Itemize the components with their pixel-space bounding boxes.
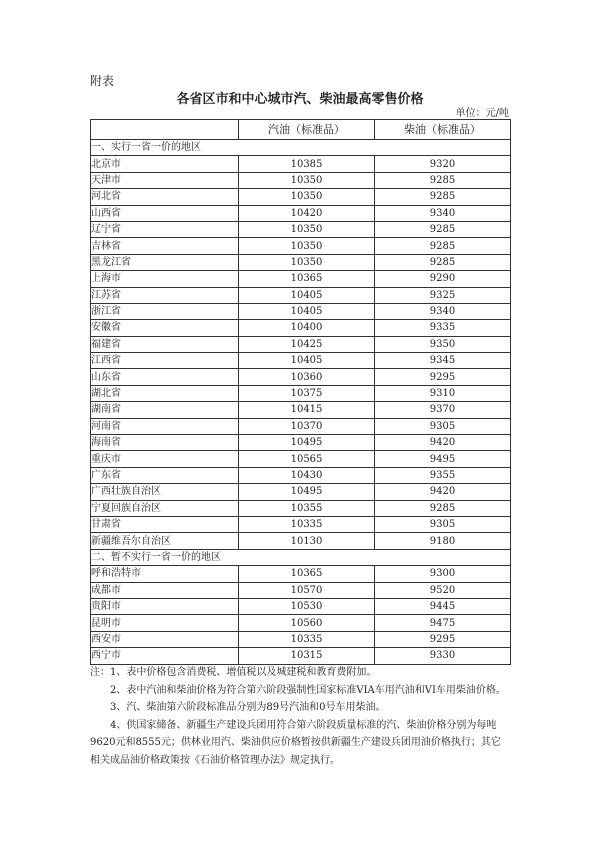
- region-cell: 湖南省: [91, 402, 239, 418]
- diesel-price-cell: 9445: [375, 598, 511, 614]
- diesel-price-cell: 9295: [375, 631, 511, 647]
- region-cell: 吉林省: [91, 238, 239, 254]
- region-cell: 山西省: [91, 205, 239, 221]
- diesel-price-cell: 9290: [375, 271, 511, 287]
- gasoline-price-cell: 10360: [239, 369, 375, 385]
- diesel-price-cell: 9305: [375, 418, 511, 434]
- gasoline-price-cell: 10570: [239, 582, 375, 598]
- region-cell: 宁夏回族自治区: [91, 500, 239, 516]
- gasoline-price-cell: 10405: [239, 287, 375, 303]
- note-3: 3、汽、柴油第六阶段标准品分别为89号汽油和0号车用柴油。: [110, 702, 386, 713]
- gasoline-price-cell: 10495: [239, 435, 375, 451]
- gasoline-price-cell: 10350: [239, 254, 375, 270]
- table-row: [91, 615, 511, 631]
- table-row: [91, 402, 511, 418]
- gasoline-price-cell: 10365: [239, 271, 375, 287]
- diesel-price-cell: 9305: [375, 516, 511, 532]
- table-row: [91, 369, 511, 385]
- diesel-price-cell: 9330: [375, 648, 511, 664]
- unit-label: 单位：元/吨: [455, 108, 509, 119]
- region-cell: 广西壮族自治区: [91, 484, 239, 500]
- diesel-price-cell: 9420: [375, 435, 511, 451]
- gasoline-price-cell: 10405: [239, 303, 375, 319]
- diesel-price-cell: 9300: [375, 566, 511, 582]
- region-cell: 西安市: [91, 631, 239, 647]
- region-cell: 浙江省: [91, 303, 239, 319]
- diesel-price-cell: 9420: [375, 484, 511, 500]
- diesel-price-cell: 9345: [375, 353, 511, 369]
- table-row: [91, 320, 511, 336]
- region-cell: 河北省: [91, 189, 239, 205]
- table-row: [91, 598, 511, 614]
- diesel-price-cell: 9350: [375, 336, 511, 352]
- table-row: [91, 271, 511, 287]
- region-cell: 黑龙江省: [91, 254, 239, 270]
- table-row: [91, 451, 511, 467]
- gasoline-price-cell: 10415: [239, 402, 375, 418]
- gasoline-price-cell: 10315: [239, 648, 375, 664]
- table-header-row: [91, 120, 511, 140]
- table-row: [91, 631, 511, 647]
- section-label: 一、实行一省一价的地区: [91, 140, 511, 156]
- diesel-price-cell: 9370: [375, 402, 511, 418]
- region-cell: 北京市: [91, 156, 239, 172]
- diesel-price-cell: 9285: [375, 254, 511, 270]
- table-row: [91, 648, 511, 664]
- region-cell: 天津市: [91, 172, 239, 188]
- gasoline-price-cell: 10560: [239, 615, 375, 631]
- gasoline-price-cell: 10335: [239, 631, 375, 647]
- region-cell: 上海市: [91, 271, 239, 287]
- diesel-price-cell: 9285: [375, 172, 511, 188]
- diesel-price-cell: 9340: [375, 205, 511, 221]
- table-row: [91, 303, 511, 319]
- diesel-price-cell: 9335: [375, 320, 511, 336]
- gasoline-price-cell: 10130: [239, 533, 375, 549]
- price-table: [90, 119, 511, 665]
- region-cell: 江西省: [91, 353, 239, 369]
- annex-label: 附表: [90, 74, 115, 88]
- gasoline-price-cell: 10355: [239, 500, 375, 516]
- page-title: 各省区市和中心城市汽、柴油最高零售价格: [176, 92, 424, 107]
- diesel-price-cell: 9180: [375, 533, 511, 549]
- table-row: [91, 500, 511, 516]
- region-cell: 江苏省: [91, 287, 239, 303]
- table-row: [91, 533, 511, 549]
- note-2: 2、表中汽油和柴油价格为符合第六阶段强制性国家标准VIA车用汽油和VI车用柴油价格。: [110, 684, 506, 696]
- table-row: [91, 467, 511, 483]
- region-cell: 辽宁省: [91, 221, 239, 237]
- gasoline-price-cell: 10430: [239, 467, 375, 483]
- gasoline-price-cell: 10350: [239, 238, 375, 254]
- region-cell: 河南省: [91, 418, 239, 434]
- note-4: 4、供国家储备、新疆生产建设兵团用符合第六阶段质量标准的汽、柴油价格分别为每吨9620元和8555元；供林业用汽、柴油供应价格暂按供新疆生产建设兵团用油价格执行；其它相关成品油价格政策按《石油价格管理办法》规定执行。: [90, 719, 501, 766]
- table-row: [91, 566, 511, 582]
- diesel-price-cell: 9310: [375, 385, 511, 401]
- region-cell: 甘肃省: [91, 516, 239, 532]
- diesel-price-cell: 9285: [375, 238, 511, 254]
- table-row: [91, 418, 511, 434]
- gasoline-price-cell: 10335: [239, 516, 375, 532]
- region-cell: 西宁市: [91, 648, 239, 664]
- region-cell: 昆明市: [91, 615, 239, 631]
- diesel-price-cell: 9295: [375, 369, 511, 385]
- gasoline-price-cell: 10385: [239, 156, 375, 172]
- gasoline-price-cell: 10565: [239, 451, 375, 467]
- gasoline-price-cell: 10365: [239, 566, 375, 582]
- table-row: [91, 238, 511, 254]
- region-cell: 重庆市: [91, 451, 239, 467]
- table-row: [91, 484, 511, 500]
- gasoline-price-cell: 10375: [239, 385, 375, 401]
- table-row: [91, 516, 511, 532]
- diesel-price-cell: 9285: [375, 189, 511, 205]
- table-row: [91, 435, 511, 451]
- table-row: [91, 156, 511, 172]
- region-cell: 成都市: [91, 582, 239, 598]
- note-1: 注：1、表中价格包含消费税、增值税以及城建税和教育费附加。: [90, 667, 377, 678]
- table-row: [91, 172, 511, 188]
- diesel-price-cell: 9285: [375, 221, 511, 237]
- region-cell: 呼和浩特市: [91, 566, 239, 582]
- header-gasoline: 汽油（标准品）: [239, 120, 375, 140]
- table-row: [91, 336, 511, 352]
- diesel-price-cell: 9355: [375, 467, 511, 483]
- table-row: [91, 582, 511, 598]
- gasoline-price-cell: 10495: [239, 484, 375, 500]
- region-cell: 海南省: [91, 435, 239, 451]
- section-row: [91, 549, 511, 565]
- section-row: [91, 140, 511, 156]
- gasoline-price-cell: 10350: [239, 172, 375, 188]
- table-row: [91, 221, 511, 237]
- gasoline-price-cell: 10530: [239, 598, 375, 614]
- gasoline-price-cell: 10425: [239, 336, 375, 352]
- diesel-price-cell: 9475: [375, 615, 511, 631]
- table-body: [91, 140, 511, 665]
- region-cell: 广东省: [91, 467, 239, 483]
- table-row: [91, 189, 511, 205]
- table-row: [91, 287, 511, 303]
- diesel-price-cell: 9285: [375, 500, 511, 516]
- diesel-price-cell: 9340: [375, 303, 511, 319]
- table-row: [91, 353, 511, 369]
- diesel-price-cell: 9320: [375, 156, 511, 172]
- table-row: [91, 254, 511, 270]
- diesel-price-cell: 9520: [375, 582, 511, 598]
- gasoline-price-cell: 10350: [239, 221, 375, 237]
- notes: [90, 664, 510, 769]
- gasoline-price-cell: 10400: [239, 320, 375, 336]
- gasoline-price-cell: 10420: [239, 205, 375, 221]
- region-cell: 贵阳市: [91, 598, 239, 614]
- region-cell: 湖北省: [91, 385, 239, 401]
- gasoline-price-cell: 10350: [239, 189, 375, 205]
- gasoline-price-cell: 10370: [239, 418, 375, 434]
- section-label: 二、暂不实行一省一价的地区: [91, 549, 511, 565]
- header-diesel: 柴油（标准品）: [375, 120, 511, 140]
- table-row: [91, 205, 511, 221]
- gasoline-price-cell: 10405: [239, 353, 375, 369]
- table-row: [91, 385, 511, 401]
- diesel-price-cell: 9495: [375, 451, 511, 467]
- region-cell: 福建省: [91, 336, 239, 352]
- region-cell: 新疆维吾尔自治区: [91, 533, 239, 549]
- diesel-price-cell: 9325: [375, 287, 511, 303]
- region-cell: 安徽省: [91, 320, 239, 336]
- region-cell: 山东省: [91, 369, 239, 385]
- header-region: [91, 120, 239, 140]
